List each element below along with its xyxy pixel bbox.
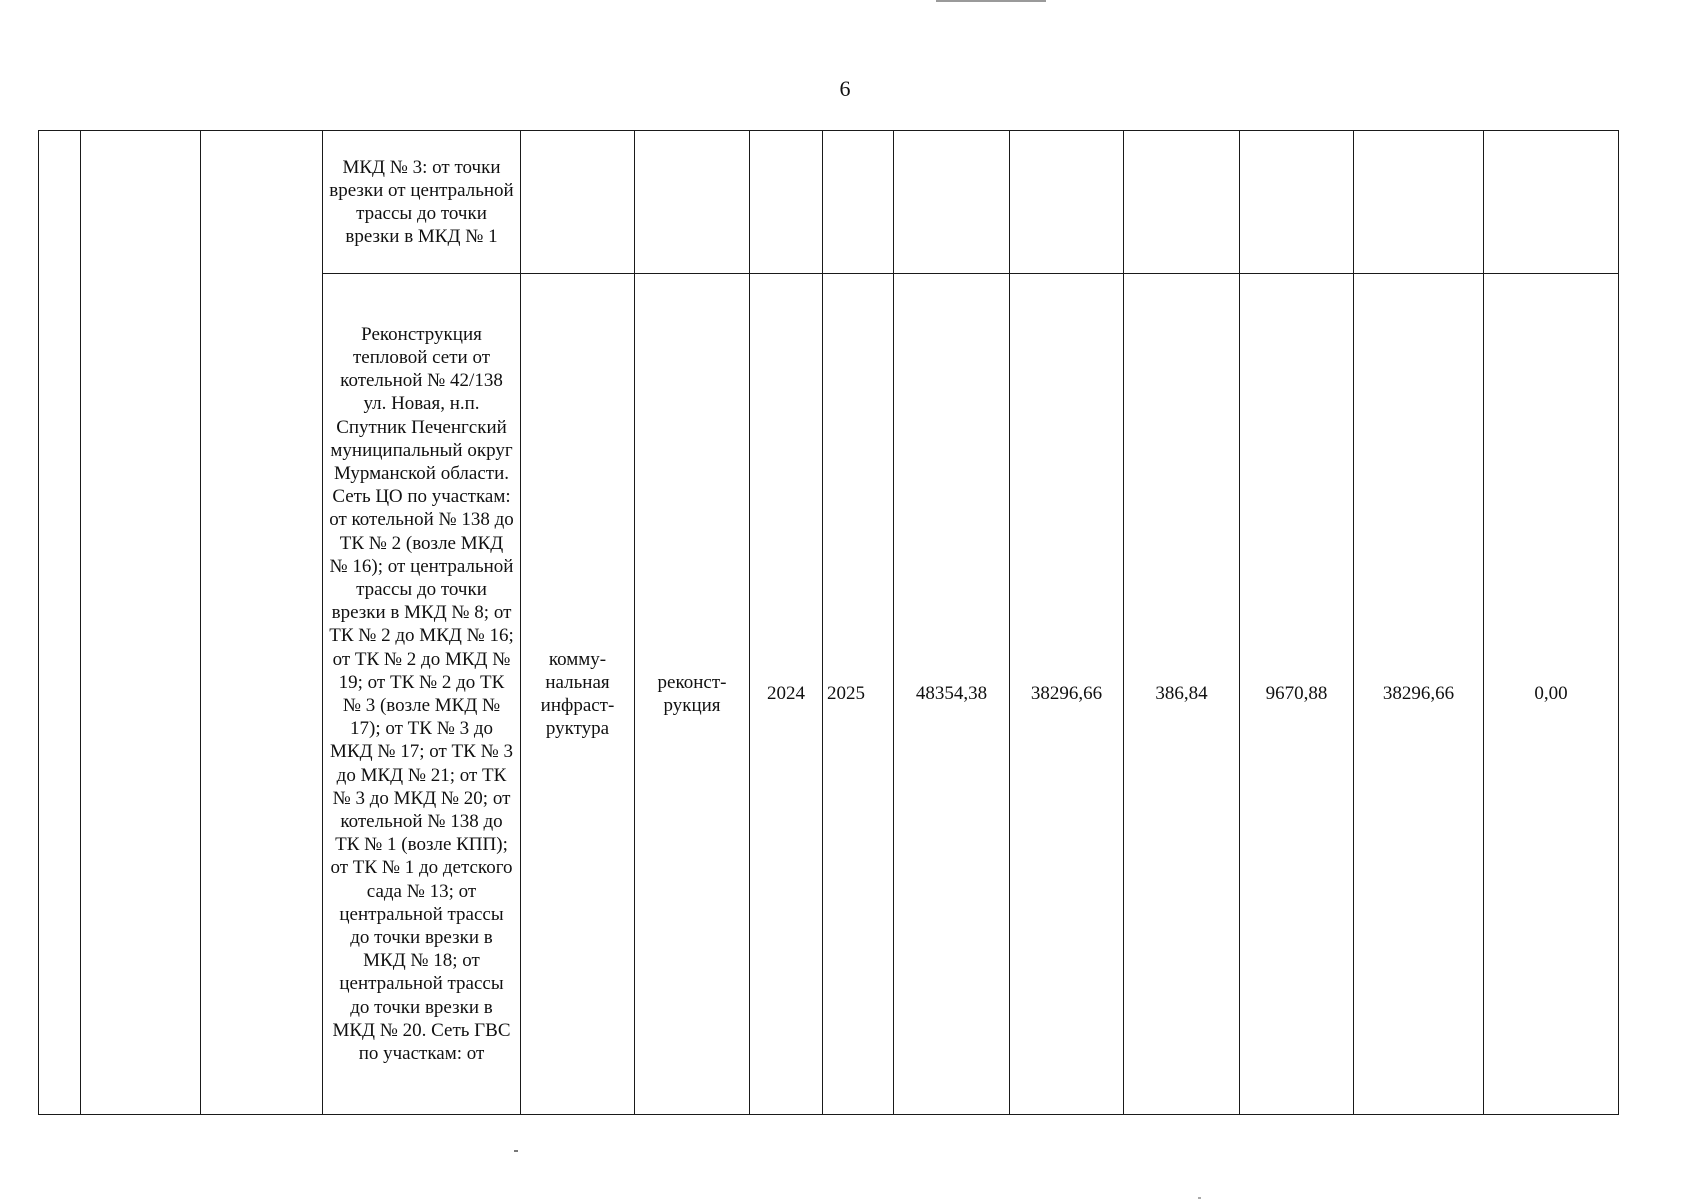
work-type-cell: реконст-рукция (635, 274, 750, 1115)
year-start-cell: 2024 (750, 274, 823, 1115)
value-1-cell (894, 131, 1010, 274)
top-edge-mark (936, 0, 1046, 2)
value-3-cell: 386,84 (1124, 274, 1240, 1115)
description-cell: МКД № 3: от точки врезки от центральной трассы до точки врезки в МКД № 1 (323, 131, 521, 274)
value-1-cell: 48354,38 (894, 274, 1010, 1115)
year-start-cell (750, 131, 823, 274)
value-5-cell (1354, 131, 1484, 274)
category-cell: комму-нальная инфраст-руктура (521, 274, 635, 1115)
category-cell (521, 131, 635, 274)
page-number: 6 (839, 76, 851, 101)
scan-artifact (514, 1150, 518, 1152)
scan-artifact (1198, 1197, 1201, 1199)
address-cell (201, 131, 323, 1115)
work-type-cell (635, 131, 750, 274)
year-end-cell (823, 131, 894, 274)
value-6-cell (1484, 131, 1619, 274)
value-6-cell: 0,00 (1484, 274, 1619, 1115)
row-number-cell (39, 131, 81, 1115)
program-table (38, 130, 1619, 1115)
table-row (39, 131, 1619, 274)
value-3-cell (1124, 131, 1240, 274)
value-4-cell (1240, 131, 1354, 274)
value-2-cell: 38296,66 (1010, 274, 1124, 1115)
value-2-cell (1010, 131, 1124, 274)
description-cell: Реконструкция тепловой сети от котельной № 42/138 ул. Новая, н.п. Спутник Печенгский муниципальный округ Мурманской области. Сеть ЦО по участкам: от котельной № 138 до ТК № 2 (возле МКД № 16); от центральной трассы до точки врезки в МКД № 8; от ТК № 2 до МКД № 16; от ТК № 2 до МКД № 19; от ТК № 2 до ТК № 3 (возле МКД № 17); от ТК № 3 до МКД № 17; от ТК № 3 до МКД № 21; от ТК № 3 до МКД № 20; от котельной № 138 до ТК № 1 (возле КПП); от ТК № 1 до детского сада № 13; от центральной трассы до точки врезки в МКД № 18; от центральной трассы до точки врезки в МКД № 20. Сеть ГВС по участкам: от (323, 274, 521, 1115)
value-4-cell: 9670,88 (1240, 274, 1354, 1115)
year-end-cell: 2025 (823, 274, 894, 1115)
object-name-cell (81, 131, 201, 1115)
value-5-cell: 38296,66 (1354, 274, 1484, 1115)
